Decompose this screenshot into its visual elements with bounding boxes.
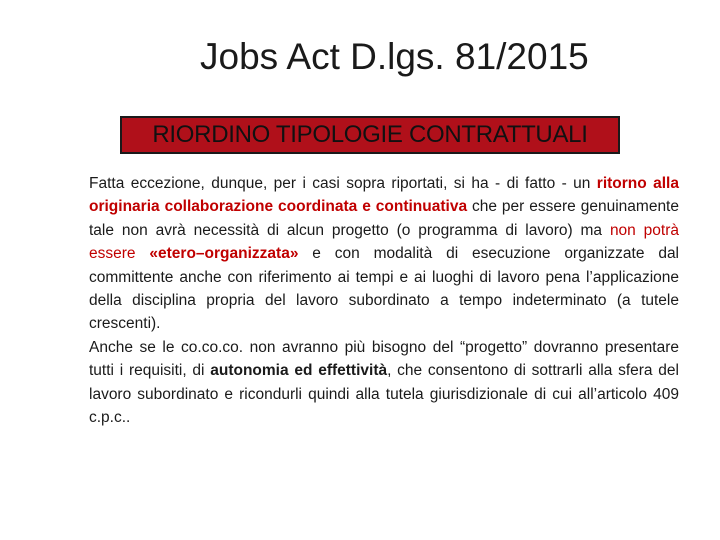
slide-title: Jobs Act D.lgs. 81/2015 — [200, 36, 589, 77]
subtitle-box — [120, 116, 620, 154]
title-container — [0, 36, 720, 78]
body-text — [89, 172, 679, 429]
p1-text-2: che per essere genuinamente tale non avrà necessità di alcun progetto (o programma di lavoro) ma — [89, 198, 679, 239]
p1-text-3 — [136, 245, 150, 262]
paragraph-1 — [89, 172, 679, 336]
p2-text-2: , che consentono di sottrarli alla sfera del lavoro subordinato e ricondurli quindi alla tutela giurisdizionale di cui all’articolo 409 c.p.c.. — [89, 362, 679, 427]
paragraph-2 — [89, 336, 679, 430]
p2-text-1: Anche se le co.co.co. non avranno più bisogno del “progetto” dovranno presentare tutti i requisiti, di — [89, 338, 679, 380]
p1-highlight-etero: «etero–organizzata» — [149, 245, 299, 263]
p1-text-4: e con modalità di esecuzione organizzate dal committente anche con riferimento ai tempi e ai luoghi di lavoro pena l’applicazione della disciplina propria del lavoro subordinato a tempo indeterminato (a tutele crescenti). — [89, 245, 680, 333]
p1-highlight-ritorno: ritorno alla originaria collaborazione coordinata e continuativa — [89, 175, 679, 216]
p1-highlight-non-potra: non potrà essere — [89, 221, 679, 263]
p2-bold-autonomia: autonomia ed effettività — [210, 362, 388, 380]
p1-text-1: Fatta eccezione, dunque, per i casi sopra riportati, si ha - di fatto - un — [89, 175, 597, 192]
slide-subtitle: RIORDINO TIPOLOGIE CONTRATTUALI — [152, 121, 588, 148]
